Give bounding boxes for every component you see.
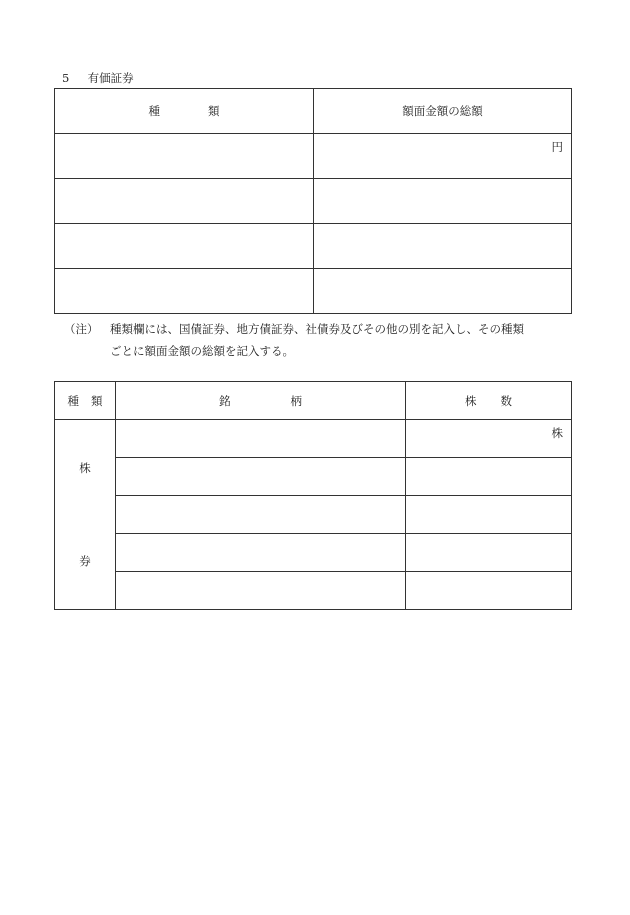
kind-cell[interactable]	[55, 134, 314, 179]
section-number: 5	[62, 71, 70, 85]
table-header-row	[55, 382, 572, 420]
brand-cell[interactable]	[116, 458, 406, 496]
note-line-2: ごとに額面金額の総額を記入する。	[110, 344, 294, 358]
kind-label-bottom: 券	[79, 554, 91, 568]
table-row	[55, 496, 572, 534]
kind-cell-stock	[55, 420, 116, 610]
total-cell[interactable]	[314, 269, 572, 314]
header-kind: 種 類	[55, 382, 116, 420]
unit-yen: 円	[551, 140, 563, 154]
unit-shares: 株	[551, 426, 563, 440]
brand-cell[interactable]	[116, 420, 406, 458]
table-row	[55, 179, 572, 224]
header-share-count: 株 数	[406, 382, 572, 420]
table-row	[55, 269, 572, 314]
kind-label-top: 株	[79, 461, 91, 475]
securities-table	[54, 88, 572, 314]
total-cell[interactable]	[314, 179, 572, 224]
section-title: 有価証券	[87, 71, 134, 85]
table-row	[55, 458, 572, 496]
header-brand: 銘 柄	[116, 382, 406, 420]
kind-cell[interactable]	[55, 224, 314, 269]
header-total-face-value: 額面金額の総額	[314, 89, 572, 134]
table-header-row	[55, 89, 572, 134]
total-cell[interactable]	[314, 134, 572, 179]
brand-cell[interactable]	[116, 572, 406, 610]
kind-cell[interactable]	[55, 179, 314, 224]
stock-table	[54, 381, 572, 610]
table-row	[55, 134, 572, 179]
brand-cell[interactable]	[116, 534, 406, 572]
total-cell[interactable]	[314, 224, 572, 269]
table-row	[55, 224, 572, 269]
note-line-1: 種類欄には、国債証券、地方債証券、社債券及びその他の別を記入し、その種類	[110, 322, 524, 336]
section-heading	[62, 70, 134, 86]
share-count-cell[interactable]	[406, 534, 572, 572]
brand-cell[interactable]	[116, 496, 406, 534]
share-count-cell[interactable]	[406, 572, 572, 610]
note	[64, 318, 524, 362]
note-label: （注）	[64, 322, 99, 336]
kind-cell[interactable]	[55, 269, 314, 314]
share-count-cell[interactable]	[406, 458, 572, 496]
table-row	[55, 572, 572, 610]
share-count-cell[interactable]	[406, 496, 572, 534]
table-row	[55, 534, 572, 572]
header-kind: 種 類	[55, 89, 314, 134]
table-row	[55, 420, 572, 458]
share-count-cell[interactable]	[406, 420, 572, 458]
